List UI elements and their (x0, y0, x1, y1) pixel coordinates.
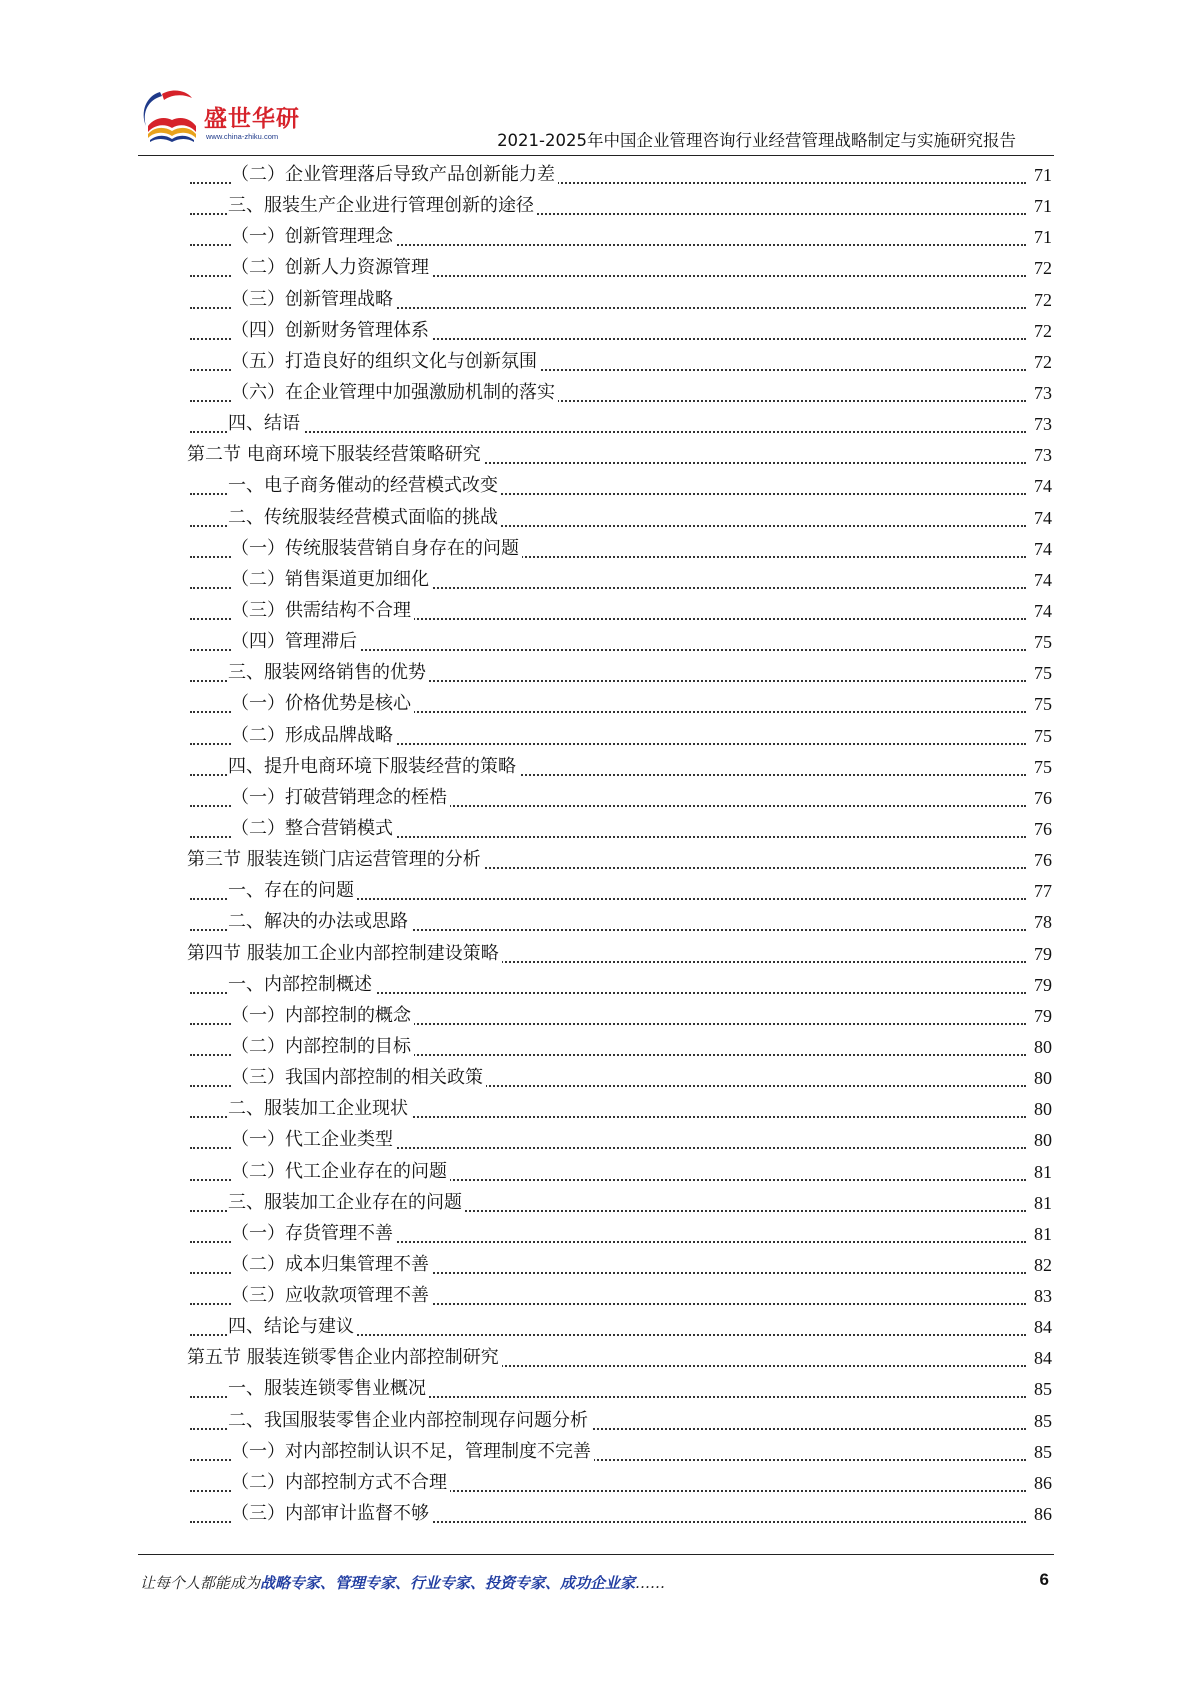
toc-entry[interactable] (0, 843, 1191, 874)
toc-entry-label: 四、结论与建议 (228, 1316, 357, 1338)
toc-entry-page: 78 (1034, 912, 1052, 933)
toc-entry-page: 84 (1034, 1348, 1052, 1369)
toc-entry[interactable] (0, 1497, 1191, 1528)
toc-entry-label: （二）成本归集管理不善 (231, 1254, 432, 1276)
toc-entry[interactable] (0, 968, 1191, 999)
toc-entry-label: 三、服装生产企业进行管理创新的途径 (228, 195, 537, 217)
toc-entry[interactable] (0, 781, 1191, 812)
toc-entry-label: （二）内部控制方式不合理 (231, 1472, 450, 1494)
toc-entry-label: （一）价格优势是核心 (231, 693, 414, 715)
toc-entry-label: （二）销售渠道更加细化 (231, 569, 432, 591)
toc-entry-page: 85 (1034, 1410, 1052, 1431)
toc-entry-page: 74 (1034, 476, 1052, 497)
toc-entry-page: 82 (1034, 1254, 1052, 1275)
toc-entry-page: 72 (1034, 320, 1052, 341)
toc-entry-label: （二）内部控制的目标 (231, 1036, 414, 1058)
toc-entry-label: （一）对内部控制认识不足，管理制度不完善 (231, 1441, 594, 1463)
toc-entry[interactable] (0, 563, 1191, 594)
toc-entry[interactable] (0, 750, 1191, 781)
report-title: 2021-2025年中国企业管理咨询行业经营管理战略制定与实施研究报告 (497, 131, 1016, 150)
toc-entry-page: 74 (1034, 600, 1052, 621)
toc-entry-page: 75 (1034, 756, 1052, 777)
toc-entry[interactable] (0, 687, 1191, 718)
toc-entry-label: 一、存在的问题 (228, 880, 357, 902)
toc-entry[interactable] (0, 999, 1191, 1030)
toc-entry-label: 二、服装加工企业现状 (228, 1098, 411, 1120)
toc-entry[interactable] (0, 469, 1191, 500)
toc-entry[interactable] (0, 220, 1191, 251)
toc-entry-page: 75 (1034, 663, 1052, 684)
toc-entry[interactable] (0, 1061, 1191, 1092)
toc-entry[interactable] (0, 1404, 1191, 1435)
toc-entry-page: 71 (1034, 165, 1052, 185)
toc-entry-label: （二）企业管理落后导致产品创新能力差 (231, 164, 558, 186)
toc-entry[interactable] (0, 314, 1191, 345)
toc-entry[interactable] (0, 1372, 1191, 1403)
toc-entry-label: 一、电子商务催动的经营模式改变 (228, 475, 501, 497)
toc-leader-dots (190, 431, 1026, 433)
toc-entry-label: 一、内部控制概述 (228, 974, 375, 996)
toc-entry[interactable] (0, 345, 1191, 376)
toc-entry-label: （三）我国内部控制的相关政策 (231, 1067, 486, 1089)
toc-entry-label: 三、服装加工企业存在的问题 (228, 1192, 465, 1214)
toc-entry-page: 74 (1034, 569, 1052, 590)
toc-entry-label: （五）打造良好的组织文化与创新氛围 (231, 351, 540, 373)
toc-entry-page: 85 (1034, 1441, 1052, 1462)
toc-entry-label: （一）存货管理不善 (231, 1223, 396, 1245)
toc-entry-page: 79 (1034, 974, 1052, 995)
toc-entry-page: 77 (1034, 881, 1052, 902)
toc-entry-page: 86 (1034, 1504, 1052, 1525)
toc-entry-page: 76 (1034, 818, 1052, 839)
toc-entry-label: （二）形成品牌战略 (231, 725, 396, 747)
toc-entry[interactable] (0, 1155, 1191, 1186)
slogan-highlight: 战略专家、管理专家、行业专家、投资专家、成功企业家 (260, 1574, 636, 1592)
toc-entry[interactable] (0, 1186, 1191, 1217)
toc-entry[interactable] (0, 1248, 1191, 1279)
toc-entry-page: 80 (1034, 1099, 1052, 1120)
toc-entry-label: （三）创新管理战略 (231, 289, 396, 311)
toc-entry[interactable] (0, 719, 1191, 750)
footer-slogan (140, 1572, 665, 1593)
toc-entry[interactable] (0, 251, 1191, 282)
toc-entry-label: （三）应收款项管理不善 (231, 1285, 432, 1307)
toc-entry-page: 81 (1034, 1161, 1052, 1182)
toc-entry[interactable] (0, 532, 1191, 563)
toc-entry[interactable] (0, 1310, 1191, 1341)
toc-entry-label: （一）创新管理理念 (231, 226, 396, 248)
toc-entry[interactable] (0, 937, 1191, 968)
toc-entry-label: （六）在企业管理中加强激励机制的落实 (231, 382, 558, 404)
toc-entry-page: 83 (1034, 1286, 1052, 1307)
toc-entry-page: 71 (1034, 227, 1052, 248)
toc-entry-label: 第二节 电商环境下服装经营策略研究 (187, 444, 484, 466)
footer-divider (138, 1554, 1054, 1555)
toc-entry-page: 71 (1034, 196, 1052, 217)
toc-entry[interactable] (0, 189, 1191, 220)
toc-entry-page: 84 (1034, 1317, 1052, 1338)
toc-entry-label: 二、我国服装零售企业内部控制现存问题分析 (228, 1410, 591, 1432)
toc-entry[interactable] (0, 1217, 1191, 1248)
toc-entry-page: 74 (1034, 538, 1052, 559)
toc-entry-label: （四）管理滞后 (231, 631, 360, 653)
toc-entry-page: 73 (1034, 445, 1052, 466)
toc-entry[interactable] (0, 1092, 1191, 1123)
toc-entry-page: 80 (1034, 1036, 1052, 1057)
toc-entry-page: 75 (1034, 725, 1052, 746)
toc-entry-label: （四）创新财务管理体系 (231, 320, 432, 342)
toc-entry-page: 75 (1034, 632, 1052, 653)
toc-entry-label: （一）打破营销理念的桎梏 (231, 787, 450, 809)
toc-entry-page: 81 (1034, 1192, 1052, 1213)
table-of-contents (0, 158, 1191, 1528)
toc-entry-page: 81 (1034, 1223, 1052, 1244)
toc-entry-page: 80 (1034, 1068, 1052, 1089)
toc-entry-page: 73 (1034, 382, 1052, 403)
toc-entry[interactable] (0, 283, 1191, 314)
toc-entry[interactable] (0, 905, 1191, 936)
toc-entry-page: 74 (1034, 507, 1052, 528)
toc-entry[interactable] (0, 1030, 1191, 1061)
toc-entry-page: 76 (1034, 850, 1052, 871)
toc-entry-page: 72 (1034, 351, 1052, 372)
toc-entry[interactable] (0, 407, 1191, 438)
header-divider (138, 155, 1054, 156)
toc-entry-label: （二）创新人力资源管理 (231, 257, 432, 279)
toc-entry-label: （三）供需结构不合理 (231, 600, 414, 622)
toc-entry[interactable] (0, 625, 1191, 656)
toc-entry-page: 79 (1034, 1005, 1052, 1026)
brand-url: www.china-zhiku.com (206, 132, 279, 141)
toc-entry-page: 79 (1034, 943, 1052, 964)
toc-entry-page: 86 (1034, 1472, 1052, 1493)
toc-entry-label: （二）整合营销模式 (231, 818, 396, 840)
toc-entry-page: 80 (1034, 1130, 1052, 1151)
toc-entry-page: 72 (1034, 258, 1052, 279)
toc-entry[interactable] (0, 438, 1191, 469)
toc-entry-page: 72 (1034, 289, 1052, 310)
toc-entry-page: 73 (1034, 414, 1052, 435)
toc-entry-label: （一）代工企业类型 (231, 1129, 396, 1151)
toc-entry-label: （一）内部控制的概念 (231, 1005, 414, 1027)
slogan-suffix: …… (635, 1574, 666, 1592)
toc-entry[interactable] (0, 1466, 1191, 1497)
toc-entry-label: 四、提升电商环境下服装经营的策略 (228, 756, 519, 778)
toc-entry[interactable] (0, 812, 1191, 843)
toc-entry[interactable] (0, 1123, 1191, 1154)
book-swoosh-logo-icon (138, 82, 202, 146)
toc-entry-label: 一、服装连锁零售业概况 (228, 1378, 429, 1400)
toc-entry-label: （三）内部审计监督不够 (231, 1503, 432, 1525)
toc-entry[interactable] (0, 376, 1191, 407)
toc-entry[interactable] (0, 874, 1191, 905)
toc-entry-page: 75 (1034, 694, 1052, 715)
toc-entry[interactable] (0, 1435, 1191, 1466)
brand-name: 盛世华研 (204, 106, 300, 132)
toc-entry-label: （一）传统服装营销自身存在的问题 (231, 538, 522, 560)
toc-entry-page: 85 (1034, 1379, 1052, 1400)
toc-entry[interactable] (0, 1341, 1191, 1372)
toc-entry-label: 二、解决的办法或思路 (228, 911, 411, 933)
toc-entry-label: 二、传统服装经营模式面临的挑战 (228, 507, 501, 529)
toc-entry-page: 76 (1034, 787, 1052, 808)
toc-entry[interactable] (0, 594, 1191, 625)
brand-logo (138, 82, 308, 152)
page-number: 6 (1039, 1570, 1049, 1589)
toc-entry-label: 四、结语 (228, 413, 303, 435)
toc-entry-label: 三、服装网络销售的优势 (228, 662, 429, 684)
toc-entry[interactable] (0, 656, 1191, 687)
toc-entry[interactable] (0, 1279, 1191, 1310)
toc-entry-label: 第五节 服装连锁零售企业内部控制研究 (187, 1347, 502, 1369)
toc-entry-label: 第三节 服装连锁门店运营管理的分析 (187, 849, 484, 871)
toc-entry-label: 第四节 服装加工企业内部控制建设策略 (187, 943, 502, 965)
toc-entry[interactable] (0, 158, 1191, 189)
slogan-prefix: 让每个人都能成为 (140, 1574, 261, 1592)
toc-entry[interactable] (0, 501, 1191, 532)
toc-entry-label: （二）代工企业存在的问题 (231, 1161, 450, 1183)
